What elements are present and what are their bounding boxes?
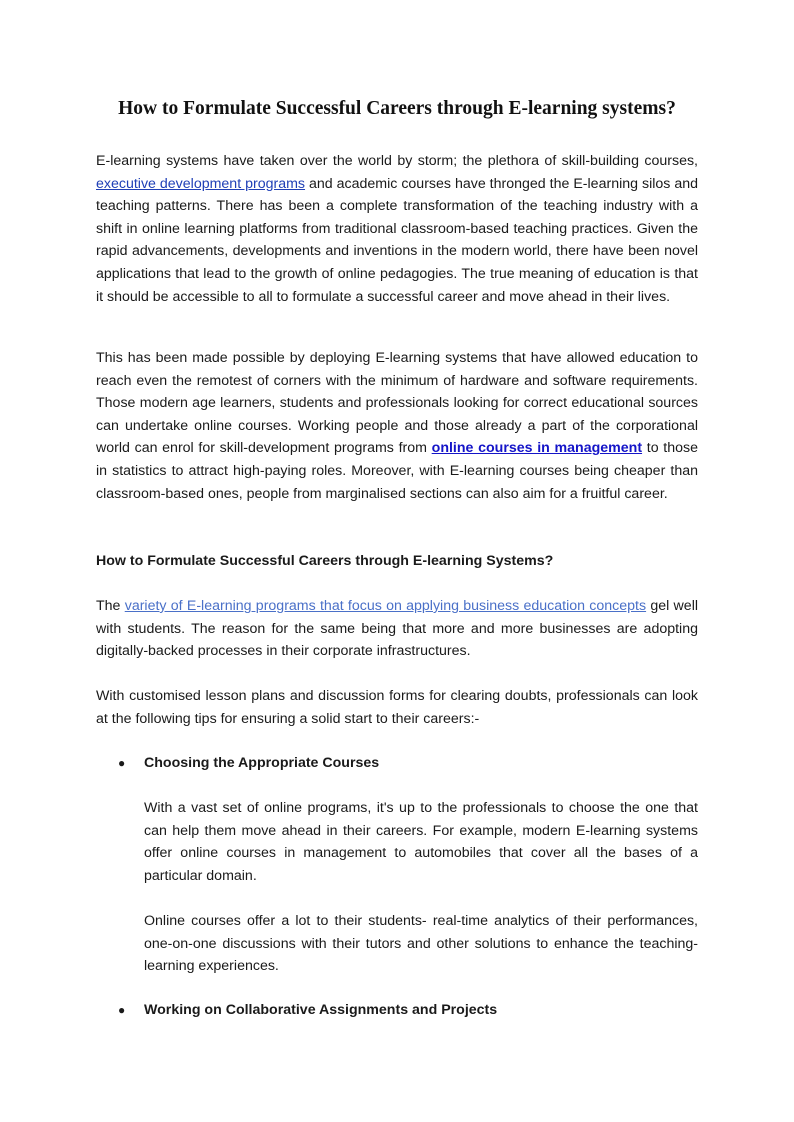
link-executive-development-programs[interactable]: executive development programs [96, 175, 306, 192]
bullet-paragraph: Online courses offer a lot to their students- real-time analytics of their performances, one-on-one discussions with their tutors and other solutions to enhance the teaching-learning experiences. [144, 913, 698, 975]
bullet-icon: ● [118, 756, 126, 770]
bullet-paragraph: With a vast set of online programs, it's up to the professionals to choose the one that can help them move ahead in their careers. For example, modern E-learning systems offer online courses in management to automobiles that cover all the bases of a particular domain. [144, 800, 698, 884]
paragraph-text: gel well with students. The reason for the same being that more and more businesses are adopting digitally-backed processes in their corporate infrastructures. [96, 598, 698, 660]
document-title: How to Formulate Successful Careers through E-learning systems? [118, 98, 676, 119]
paragraph-elearning-reach [96, 347, 698, 505]
bullet-icon: ● [118, 1003, 126, 1017]
link-variety-of-elearning-programs[interactable]: variety of E-learning programs that focus on applying business education concepts [124, 598, 647, 614]
paragraph-text: and academic courses have thronged the E-learning silos and teaching patterns. There has been a complete transformation of the teaching industry with a shift in online learning platforms from traditional classroom-based teaching practices. Given the rapid advancements, developments and inventions in the modern world, there have been novel applications that lead to the growth of online pedagogies. The true meaning of education is that it should be accessible to all to formulate a successful career and move ahead in their lives. [96, 175, 698, 305]
paragraph-text: to those in statistics to attract high-paying roles. Moreover, with E-learning courses being cheaper than classroom-based ones, people from marginalised sections can also aim for a fruitful career. [96, 440, 698, 502]
bullet-label: Working on Collaborative Assignments and Projects [144, 1002, 498, 1018]
link-online-courses-in-management[interactable]: online courses in management [431, 440, 643, 457]
section-subheading: How to Formulate Successful Careers through E-learning Systems? [96, 553, 554, 569]
paragraph-text: The [96, 598, 125, 614]
paragraph-text: E-learning systems have taken over the world by storm; the plethora of skill-building courses, [96, 153, 698, 169]
paragraph-tips-intro: With customised lesson plans and discussion forms for clearing doubts, professionals can look at the following tips for ensuring a solid start to their careers:- [96, 688, 698, 727]
paragraph-variety [96, 595, 698, 663]
paragraph-text: This has been made possible by deploying E-learning systems that have allowed education to reach even the remotest of corners with the minimum of hardware and software requirements. Those modern age learners, students and professionals looking for correct educational sources can undertake online courses. Working people and those already a part of the corporational world can enrol for skill-development programs from [96, 350, 698, 457]
paragraph-intro [96, 150, 698, 308]
bullet-label: Choosing the Appropriate Courses [144, 755, 380, 771]
